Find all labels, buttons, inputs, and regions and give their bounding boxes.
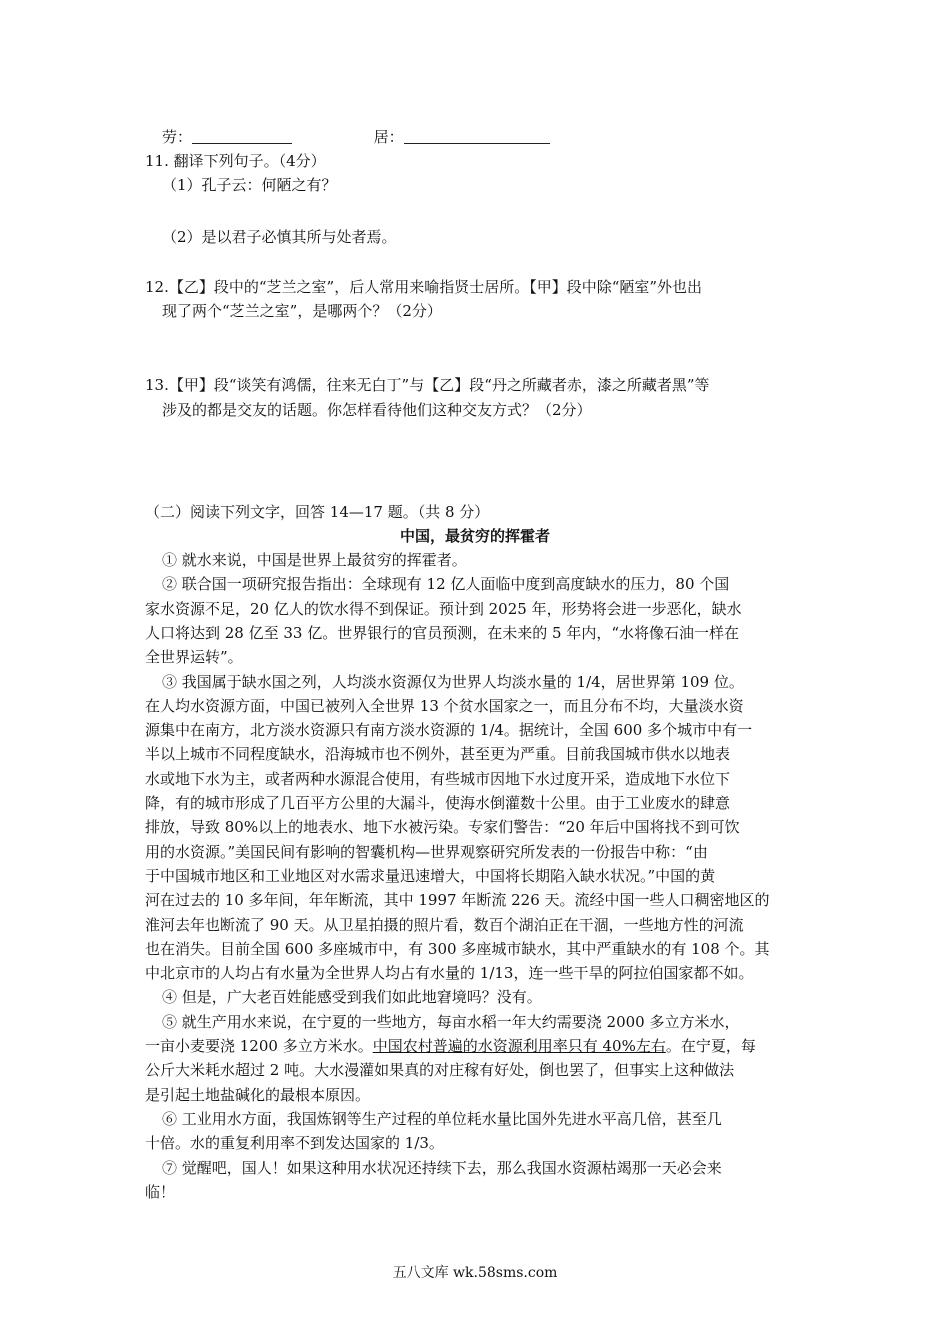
article-line: ⑥ 工业用水方面，我国炼钢等生产过程的单位耗水量比国外先进水平高几倍，甚至几	[162, 1110, 722, 1128]
article-line	[145, 1035, 756, 1057]
q11-stem: 11. 翻译下列句子。（4分）	[145, 152, 326, 170]
text-fragment: 。在宁夏，每	[665, 1037, 756, 1055]
answer-blank-ju[interactable]	[404, 127, 550, 144]
q13-line-1: 13.【甲】段“谈笑有鸿儒，往来无白丁”与【乙】段“丹之所藏者赤，漆之所藏者黑”等	[145, 376, 710, 394]
article-line: 临！	[145, 1183, 176, 1201]
article-line: 半以上城市不同程度缺水，沿海城市也不例外，甚至更为严重。目前我国城市供水以地表	[145, 745, 731, 763]
article-line: 家水资源不足，20 亿人的饮水得不到保证。预计到 2025 年，形势将会进一步恶化，缺水	[145, 600, 742, 618]
article-line: 人口将达到 28 亿至 33 亿。世界银行的官员预测，在未来的 5 年内，“水将像石油一样在	[145, 624, 739, 642]
article-line: ⑤ 就生产用水来说，在宁夏的一些地方，每亩水稻一年大约需要浇 2000 多立方米水，	[162, 1013, 740, 1031]
article-line: 排放，导致 80%以上的地表水、地下水被污染。专家们警告：“20 年后中国将找不到可饮	[145, 818, 740, 836]
article-line: 全世界运转”。	[145, 648, 243, 666]
article-line: 在人均水资源方面，中国已被列入全世界 13 个贫水国家之一，而且分布不均，大量淡水资	[145, 697, 744, 715]
underlined-sentence: 中国农村普遍的水资源利用率只有 40%左右	[372, 1037, 666, 1055]
article-line: 用的水资源。”美国民间有影响的智囊机构—世界观察研究所发表的一份报告中称：“由	[145, 843, 708, 861]
article-title: 中国，最贫穷的挥霍者	[399, 527, 550, 545]
article-line: 公斤大米耗水超过 2 吨。大水漫灌如果真的对庄稼有好处，倒也罢了，但事实上这种做法	[145, 1061, 735, 1079]
article-line: 降，有的城市形成了几百平方公里的大漏斗，使海水倒灌数十公里。由于工业废水的肆意	[145, 794, 731, 812]
article-line: 中北京市的人均占有水量为全世界人均占有水量的 1/13，连一些干旱的阿拉伯国家都不如。	[145, 964, 754, 982]
article-line: 淮河去年也断流了 90 天。从卫星拍摄的照片看，数百个湖泊正在干涸，一些地方性的河流	[145, 916, 744, 934]
vocab-label-ju: 居：	[373, 128, 404, 146]
article-line: ③ 我国属于缺水国之列，人均淡水资源仅为世界人均淡水量的 1/4，居世界第 109 位。	[162, 673, 744, 691]
vocab-row	[162, 126, 550, 148]
q13-line-2: 涉及的都是交友的话题。你怎样看待他们这种交友方式？（2分）	[162, 401, 592, 419]
article-line: 于中国城市地区和工业地区对水需求量迅速增大，中国将长期陷入缺水状况。”中国的黄	[145, 867, 716, 885]
article-line: 十倍。水的重复利用率不到发达国家的 1/3。	[145, 1134, 444, 1152]
footer-watermark: 五八文库 wk.58sms.com	[392, 1265, 558, 1281]
vocab-label-lao: 劳：	[162, 128, 193, 146]
answer-blank-lao[interactable]	[192, 127, 292, 144]
q12-line-2: 现了两个“芝兰之室”，是哪两个？（2分）	[162, 302, 442, 320]
q12-line-1: 12.【乙】段中的“芝兰之室”，后人常用来喻指贤士居所。【甲】段中除“陋室”外也出	[145, 278, 703, 296]
article-line: ⑦ 觉醒吧，国人！如果这种用水状况还持续下去，那么我国水资源枯竭那一天必会来	[162, 1159, 722, 1177]
article-line: 河在过去的 10 多年间，年年断流，其中 1997 年断流 226 天。流经中国一些人口稠密地区的	[145, 891, 770, 909]
article-line: 水或地下水为主，或者两种水源混合使用，有些城市因地下水过度开采，造成地下水位下	[145, 770, 731, 788]
article-line: ② 联合国一项研究报告指出：全球现有 12 亿人面临中度到高度缺水的压力，80 个国	[162, 575, 730, 593]
q11-sentence-1: （1）孔子云：何陋之有？	[162, 176, 337, 194]
article-line: 是引起土地盐碱化的最根本原因。	[145, 1086, 371, 1104]
section2-intro: （二）阅读下列文字，回答 14—17 题。（共 8 分）	[145, 503, 490, 521]
q11-sentence-2: （2）是以君子必慎其所与处者焉。	[162, 228, 397, 246]
article-line: 源集中在南方，北方淡水资源只有南方淡水资源的 1/4。据统计，全国 600 多个城市中有一	[145, 721, 753, 739]
text-fragment: 一亩小麦要浇 1200 多立方米水。	[145, 1037, 373, 1055]
article-line: ① 就水来说，中国是世界上最贫穷的挥霍者。	[162, 551, 467, 569]
article-line: ④ 但是，广大老百姓能感受到我们如此地窘境吗？没有。	[162, 988, 542, 1006]
article-line: 也在消失。目前全国 600 多座城市中，有 300 多座城市缺水，其中严重缺水的有 108 个。其	[145, 940, 770, 958]
